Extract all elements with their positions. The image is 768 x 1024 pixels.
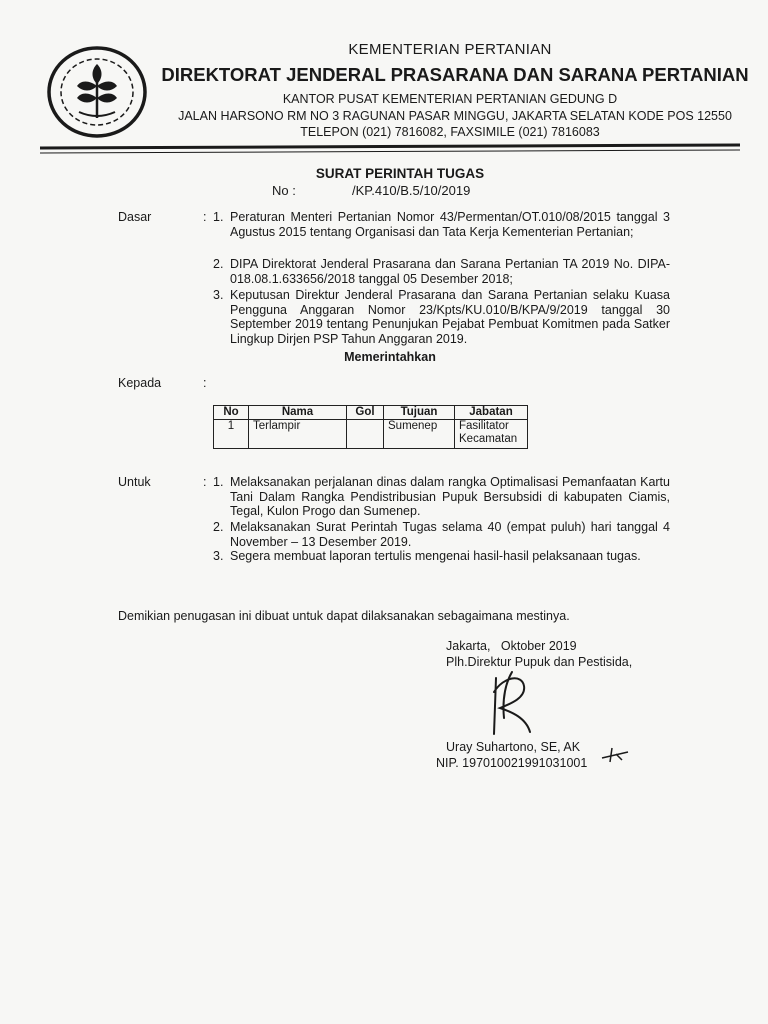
initial-mark (600, 746, 630, 764)
column-header-gol: Gol (347, 406, 384, 420)
letterhead-divider-thick (40, 143, 740, 149)
untuk-item-number: 1. (213, 475, 224, 489)
cell-jabatan (455, 420, 528, 449)
cell-no: 1 (214, 420, 249, 449)
signatory-name: Uray Suhartono, SE, AK (446, 740, 581, 754)
untuk-item-number: 2. (213, 520, 224, 534)
dasar-item: Keputusan Direktur Jenderal Prasarana dan Sarana Pertanian selaku Kuasa Pengguna Anggaran Nomor 23/Kpts/KU.010/B/KPA/9/2019 tanggal 30 September 2019 tentang Penunjukan Pejabat Pembuat Komitmen pada Satker Lingkup Dirjen PSP Tahun Anggaran 2019. (230, 288, 670, 346)
ministry-emblem-icon (47, 46, 147, 138)
untuk-item: Melaksanakan perjalanan dinas dalam rangka Optimalisasi Pemanfaatan Kartu Tani Dalam Rangka Pendistribusian Pupuk Bersubsidi di kabupaten Ciamis, Tegal, Kulon Progo dan Sumenep. (230, 475, 670, 518)
jabatan-line: Fasilitator (459, 420, 509, 432)
ministry-name: KEMENTERIAN PERTANIAN (348, 41, 552, 58)
office-name: KANTOR PUSAT KEMENTERIAN PERTANIAN GEDUNG D (282, 92, 618, 106)
cell-tujuan: Sumenep (384, 420, 455, 449)
assignee-table (213, 405, 528, 449)
untuk-item: Segera membuat laporan tertulis mengenai hasil-hasil pelaksanaan tugas. (230, 549, 641, 563)
untuk-label: Untuk (118, 475, 151, 489)
cell-gol (347, 420, 384, 449)
table-header-row (214, 406, 528, 420)
dasar-label: Dasar (118, 210, 152, 224)
dasar-colon: : (203, 210, 207, 224)
kepada-label: Kepada (118, 376, 162, 390)
number-label: No : (272, 183, 296, 198)
document-title: SURAT PERINTAH TUGAS (315, 166, 485, 181)
signatory-nip: NIP. 197010021991031001 (436, 756, 588, 770)
directorate-name: DIREKTORAT JENDERAL PRASARANA DAN SARANA PERTANIAN (161, 64, 749, 85)
signatory-role: Plh.Direktur Pupuk dan Pestisida, (446, 655, 633, 669)
table-row (214, 420, 528, 449)
signature-place-date: Jakarta, Oktober 2019 (446, 639, 577, 653)
dasar-item: Peraturan Menteri Pertanian Nomor 43/Permentan/OT.010/08/2015 tanggal 3 Agustus 2015 tentang Organisasi dan Tata Kerja Kementerian Pertanian; (230, 210, 670, 239)
office-phone: TELEPON (021) 7816082, FAXSIMILE (021) 7816083 (300, 125, 600, 139)
column-header-jabatan: Jabatan (455, 406, 528, 420)
untuk-item-number: 3. (213, 549, 224, 563)
handwritten-signature (482, 668, 542, 740)
column-header-tujuan: Tujuan (384, 406, 455, 420)
memerintahkan-heading: Memerintahkan (344, 350, 436, 364)
column-header-no: No (214, 406, 249, 420)
dasar-item-number: 2. (213, 257, 224, 271)
office-address: JALAN HARSONO RM NO 3 RAGUNAN PASAR MINGGU, JAKARTA SELATAN KODE POS 12550 (178, 109, 732, 123)
cell-nama: Terlampir (249, 420, 347, 449)
untuk-colon: : (203, 475, 207, 489)
column-header-nama: Nama (249, 406, 347, 420)
dasar-item: DIPA Direktorat Jenderal Prasarana dan Sarana Pertanian TA 2019 No. DIPA-018.08.1.633656/2018 tanggal 05 Desember 2018; (230, 257, 670, 286)
untuk-item: Melaksanakan Surat Perintah Tugas selama 40 (empat puluh) hari tanggal 4 November – 13 Desember 2019. (230, 520, 670, 549)
closing-statement: Demikian penugasan ini dibuat untuk dapat dilaksanakan sebagaimana mestinya. (118, 609, 570, 623)
dasar-item-number: 1. (213, 210, 224, 224)
kepada-colon: : (203, 376, 207, 390)
dasar-item-number: 3. (213, 288, 224, 302)
letterhead-divider-thin (40, 149, 740, 153)
jabatan-line: Kecamatan (459, 433, 518, 445)
number-value: /KP.410/B.5/10/2019 (352, 183, 471, 198)
